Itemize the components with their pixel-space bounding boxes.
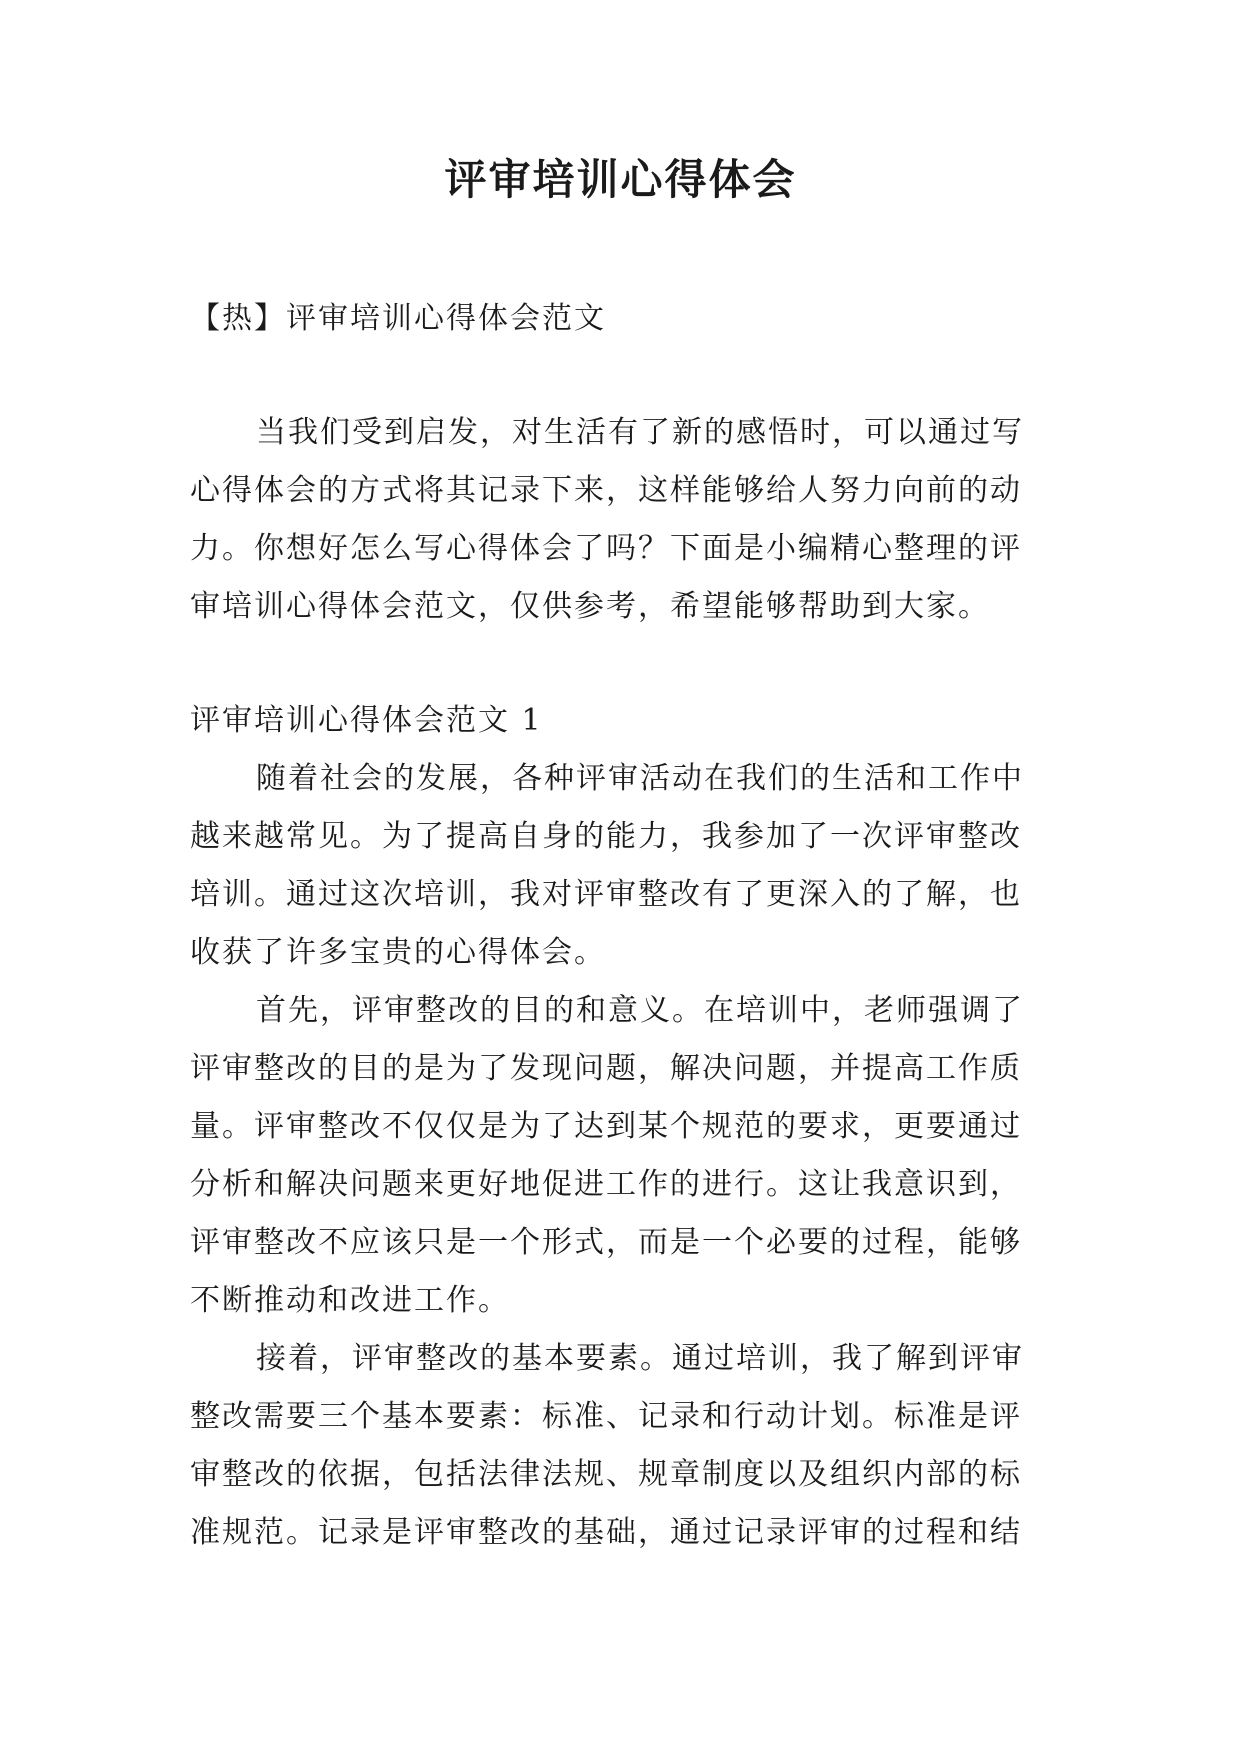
- intro-paragraph: [190, 404, 1060, 636]
- body-paragraph-1: [190, 750, 1060, 982]
- intro-line: 当我们受到启发，对生活有了新的感悟时，可以通过写: [256, 415, 1024, 450]
- intro-line: 审培训心得体会范文，仅供参考，希望能够帮助到大家。: [190, 589, 990, 624]
- document-title: 评审培训心得体会: [444, 155, 797, 204]
- body-paragraph-3: [190, 1330, 1060, 1562]
- hot-article-line: 【热】评审培训心得体会范文: [190, 301, 606, 336]
- body-paragraph-2: [190, 982, 1060, 1330]
- paragraph-line: 评审整改不应该只是一个形式，而是一个必要的过程，能够: [190, 1225, 1022, 1260]
- intro-line: 心得体会的方式将其记录下来，这样能够给人努力向前的动: [190, 473, 1022, 508]
- paragraph-line: 接着，评审整改的基本要素。通过培训，我了解到评审: [256, 1341, 1024, 1376]
- paragraph-line: 量。评审整改不仅仅是为了达到某个规范的要求，更要通过: [190, 1109, 1022, 1144]
- paragraph-line: 整改需要三个基本要素：标准、记录和行动计划。标准是评: [190, 1399, 1022, 1434]
- paragraph-line: 收获了许多宝贵的心得体会。: [190, 935, 606, 970]
- paragraph-line: 评审整改的目的是为了发现问题，解决问题，并提高工作质: [190, 1051, 1022, 1086]
- section-heading: 评审培训心得体会范文 1: [190, 703, 543, 738]
- essay-section: [190, 692, 1060, 1562]
- paragraph-line: 培训。通过这次培训，我对评审整改有了更深入的了解，也: [190, 877, 1022, 912]
- paragraph-line: 准规范。记录是评审整改的基础，通过记录评审的过程和结: [190, 1515, 1022, 1550]
- paragraph-line: 首先，评审整改的目的和意义。在培训中，老师强调了: [256, 993, 1024, 1028]
- paragraph-line: 不断推动和改进工作。: [190, 1283, 510, 1318]
- paragraph-line: 随着社会的发展，各种评审活动在我们的生活和工作中: [256, 761, 1024, 796]
- paragraph-line: 分析和解决问题来更好地促进工作的进行。这让我意识到，: [190, 1167, 1022, 1202]
- paragraph-line: 越来越常见。为了提高自身的能力，我参加了一次评审整改: [190, 819, 1022, 854]
- paragraph-line: 审整改的依据，包括法律法规、规章制度以及组织内部的标: [190, 1457, 1022, 1492]
- intro-line: 力。你想好怎么写心得体会了吗？下面是小编精心整理的评: [190, 531, 1022, 566]
